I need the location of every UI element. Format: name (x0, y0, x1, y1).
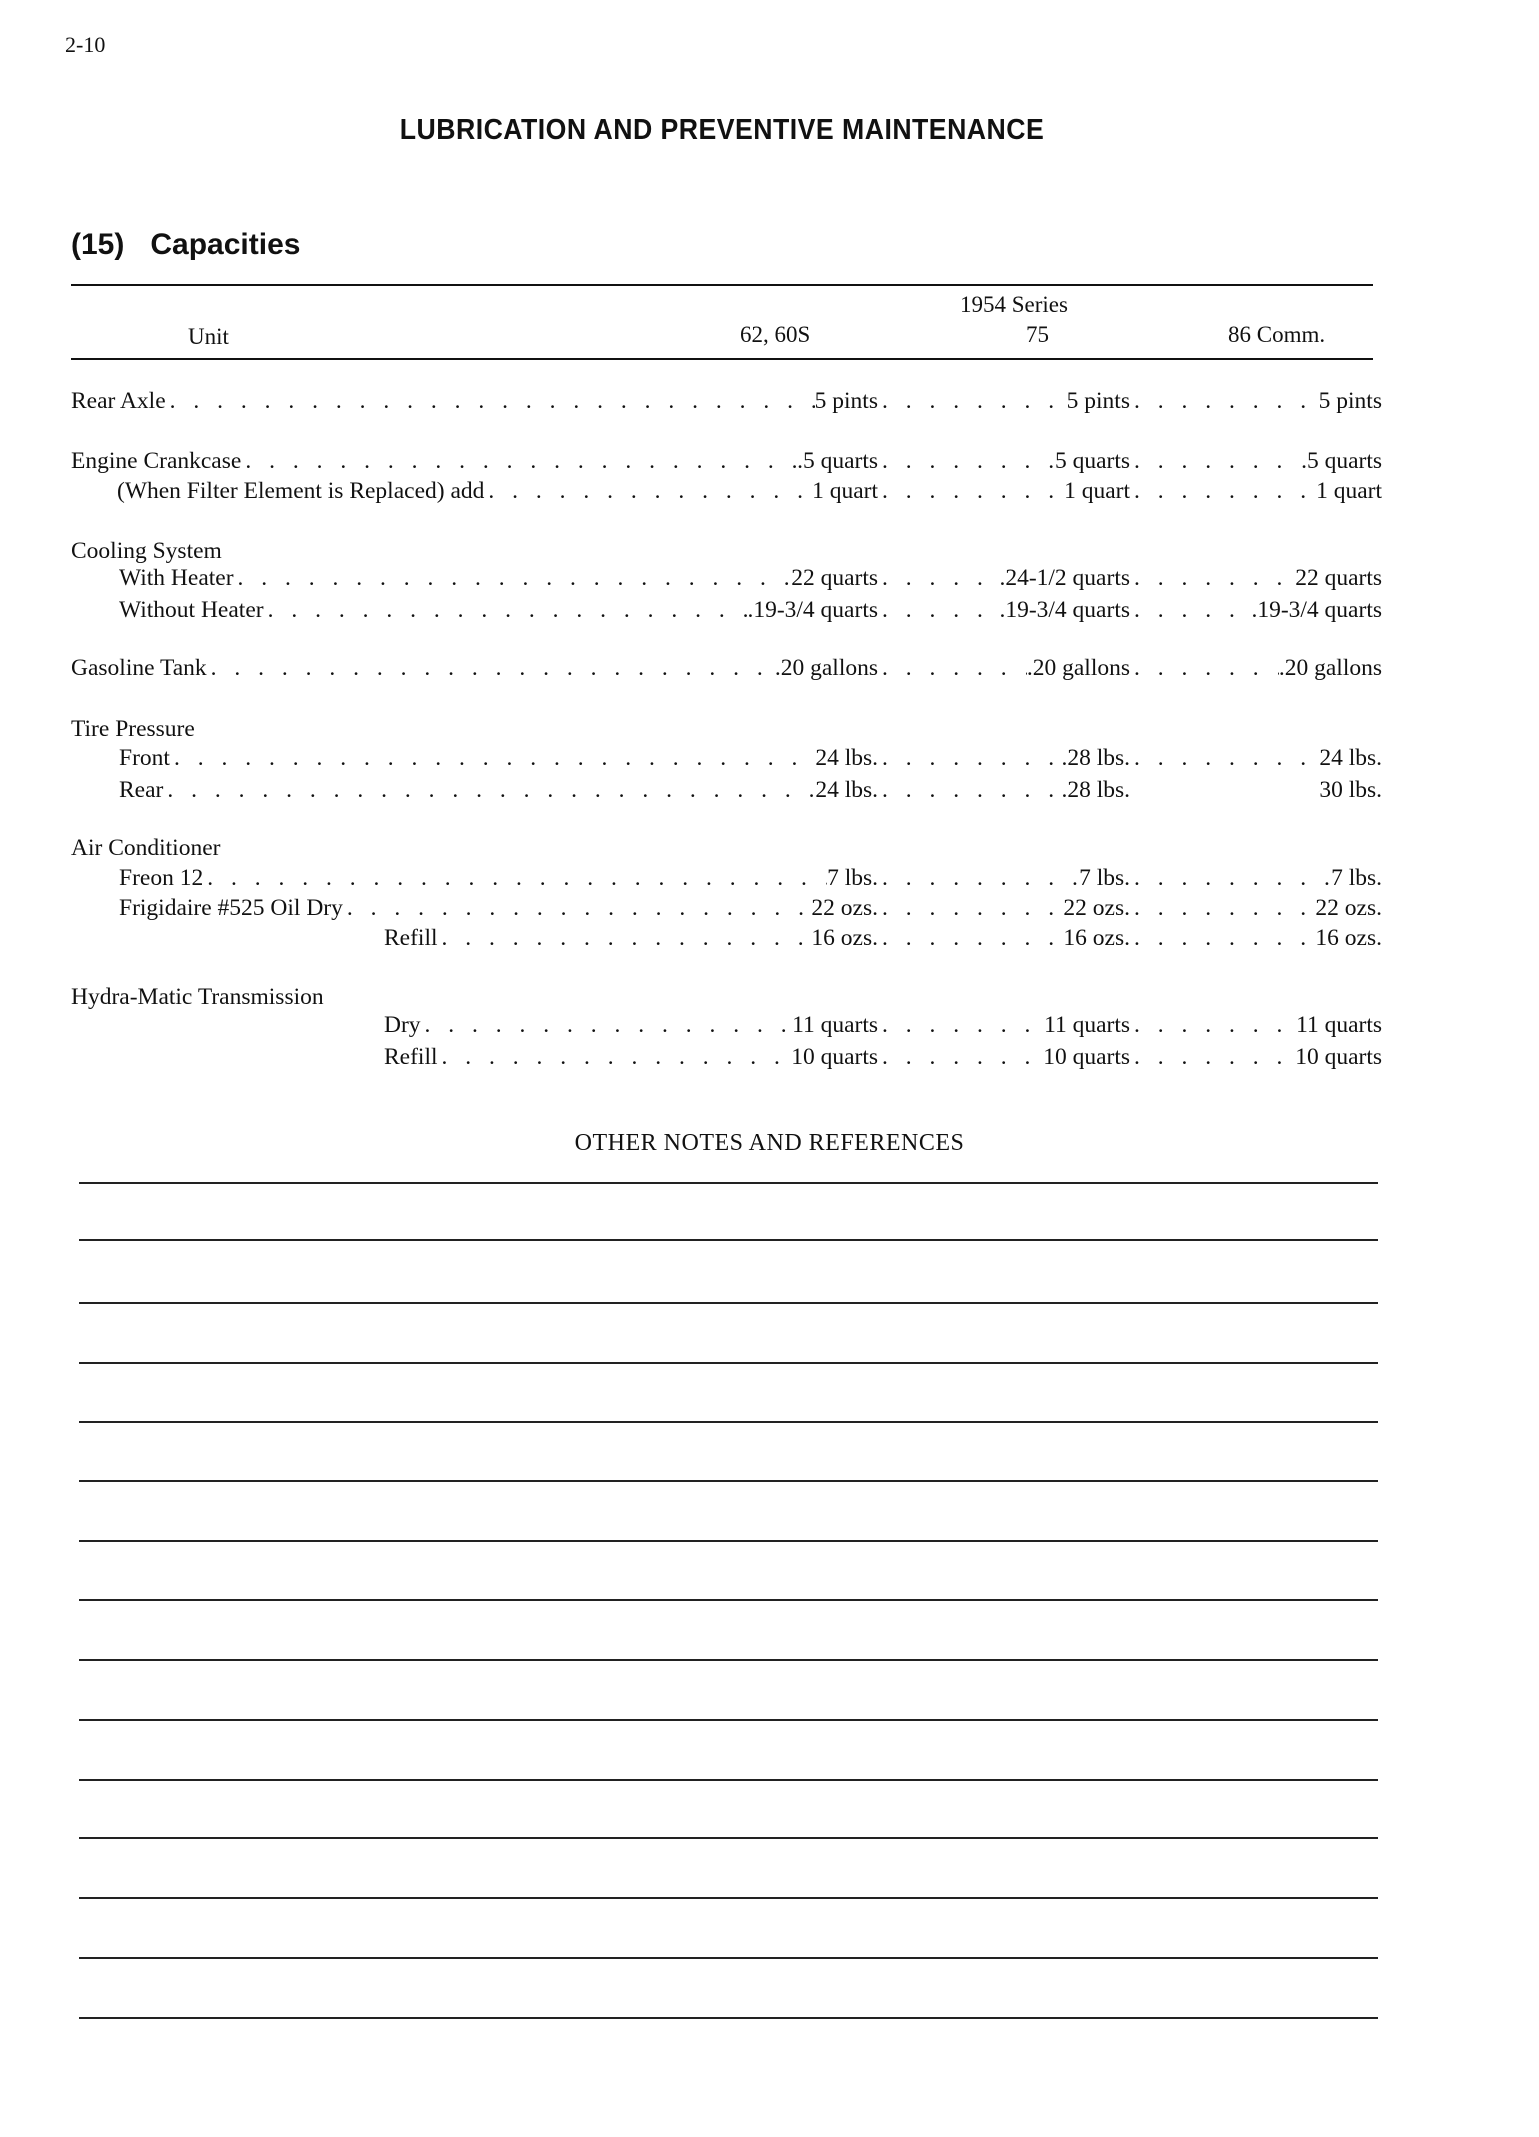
table-header-rule (71, 358, 1373, 360)
cell-segment (71, 743, 878, 773)
cell-segment (71, 563, 878, 593)
dot-leader (878, 893, 1063, 923)
dot-leader (1130, 1042, 1295, 1072)
cell-segment (71, 595, 878, 625)
table-row (71, 775, 1382, 805)
page-title: LUBRICATION AND PREVENTIVE MAINTENANCE (399, 114, 1045, 146)
notes-writing-line (79, 1421, 1378, 1423)
table-row (71, 743, 1382, 773)
table-row (71, 446, 1382, 476)
cell-value: .20 gallons (774, 655, 878, 681)
notes-writing-line (79, 1779, 1378, 1781)
row-group-label: Tire Pressure (71, 716, 195, 742)
cell-value: 5 pints (1066, 388, 1130, 414)
dot-leader (1130, 595, 1251, 625)
column-header-86-comm: 86 Comm. (1228, 322, 1326, 347)
row-group-label: Air Conditioner (71, 835, 221, 861)
cell-value: 5 pints (814, 388, 878, 414)
cell-value: 22 ozs. (1063, 895, 1130, 921)
notes-writing-line (79, 1719, 1378, 1721)
cell-value: 16 ozs. (1315, 925, 1382, 951)
cell-segment (1130, 893, 1382, 923)
cell-value: 5 pints (1318, 388, 1382, 414)
row-label: Rear (119, 777, 164, 803)
cell-value: 16 ozs. (1063, 925, 1130, 951)
table-row (71, 386, 1382, 416)
dot-leader (878, 863, 1079, 893)
cell-segment (71, 1042, 878, 1072)
cell-value: .19-3/4 quarts (999, 597, 1130, 623)
dot-leader (1130, 446, 1301, 476)
cell-value: 24 lbs. (815, 745, 878, 771)
table-row (71, 653, 1382, 683)
cell-segment (1130, 1010, 1382, 1040)
cell-segment (1130, 863, 1382, 893)
dot-leader (878, 653, 1027, 683)
row-label: Without Heater (119, 597, 264, 623)
cell-segment (878, 476, 1130, 506)
dot-leader (878, 1042, 1043, 1072)
cell-segment (71, 476, 878, 506)
cell-value: 11 quarts (1044, 1012, 1130, 1038)
dot-leader (163, 775, 815, 805)
cell-value: 7 lbs. (1331, 865, 1382, 891)
table-row (71, 563, 1382, 593)
series-header: 1954 Series (960, 292, 1068, 317)
cell-segment (1130, 563, 1382, 593)
cell-value: 1 quart (812, 478, 878, 504)
dot-leader (1130, 775, 1319, 805)
cell-segment (878, 1010, 1130, 1040)
dot-leader (1130, 923, 1315, 953)
cell-value: 10 quarts (1043, 1044, 1130, 1070)
cell-segment (1130, 386, 1382, 416)
notes-writing-line (79, 1540, 1378, 1542)
cell-segment (878, 743, 1130, 773)
cell-value: 16 ozs. (811, 925, 878, 951)
cell-segment (878, 893, 1130, 923)
row-label: Dry (384, 1012, 421, 1038)
table-row (71, 476, 1382, 506)
dot-leader (241, 446, 797, 476)
cell-value: 22 ozs. (811, 895, 878, 921)
notes-writing-line (79, 1302, 1378, 1304)
cell-segment (878, 446, 1130, 476)
notes-writing-line (79, 1182, 1378, 1184)
cell-value: .24-1/2 quarts (999, 565, 1130, 591)
table-top-rule (71, 284, 1373, 286)
dot-leader (1130, 743, 1319, 773)
row-label: Rear Axle (71, 388, 166, 414)
dot-leader (878, 743, 1061, 773)
cell-segment (71, 863, 878, 893)
dot-leader (878, 386, 1067, 416)
cell-segment (71, 386, 878, 416)
notes-writing-line (79, 1659, 1378, 1661)
dot-leader (878, 563, 999, 593)
cell-value: 24 lbs. (1319, 745, 1382, 771)
column-header-75: 75 (1026, 322, 1049, 347)
row-label: Gasoline Tank (71, 655, 207, 681)
cell-segment (878, 923, 1130, 953)
cell-segment (71, 653, 878, 683)
dot-leader (878, 595, 999, 625)
cell-value: 11 quarts (1296, 1012, 1382, 1038)
cell-value: 24 lbs. (815, 777, 878, 803)
dot-leader (1130, 863, 1331, 893)
row-label: (When Filter Element is Replaced) add (117, 478, 485, 504)
dot-leader (166, 386, 815, 416)
cell-value: 22 quarts (1295, 565, 1382, 591)
table-row (71, 893, 1382, 923)
cell-segment (1130, 923, 1382, 953)
cell-segment (878, 775, 1130, 805)
cell-value: .20 gallons (1026, 655, 1130, 681)
notes-writing-line (79, 1362, 1378, 1364)
cell-value: 11 quarts (792, 1012, 878, 1038)
cell-segment (1130, 476, 1382, 506)
dot-leader (1130, 386, 1319, 416)
cell-segment (878, 386, 1130, 416)
dot-leader (878, 446, 1055, 476)
cell-value: 5 quarts (1054, 448, 1130, 474)
section-number: (15) (71, 228, 125, 261)
cell-value: 30 lbs. (1319, 777, 1382, 803)
dot-leader (878, 923, 1063, 953)
notes-title: OTHER NOTES AND REFERENCES (574, 1130, 965, 1156)
cell-segment (1130, 743, 1382, 773)
dot-leader (1130, 1010, 1296, 1040)
row-label: Front (119, 745, 170, 771)
dot-leader (878, 775, 1061, 805)
row-group-label: Cooling System (71, 538, 222, 564)
column-header-62-60s: 62, 60S (740, 322, 811, 347)
dot-leader (234, 563, 792, 593)
cell-value: 22 ozs. (1315, 895, 1382, 921)
cell-value: 7 lbs. (1079, 865, 1130, 891)
notes-writing-line (79, 1897, 1378, 1899)
cell-segment (1130, 775, 1382, 805)
table-row (71, 863, 1382, 893)
cell-value: 10 quarts (1295, 1044, 1382, 1070)
dot-leader (343, 893, 812, 923)
dot-leader (438, 1042, 792, 1072)
cell-value: 7 lbs. (827, 865, 878, 891)
notes-writing-line (79, 1837, 1378, 1839)
cell-value: 22 quarts (791, 565, 878, 591)
notes-writing-line (79, 2017, 1378, 2019)
notes-writing-line (79, 1480, 1378, 1482)
row-label: Refill (384, 925, 438, 951)
section-title: Capacities (150, 228, 301, 261)
dot-leader (878, 1010, 1044, 1040)
notes-writing-line (79, 1957, 1378, 1959)
cell-value: .20 gallons (1278, 655, 1382, 681)
cell-segment (1130, 1042, 1382, 1072)
section-heading (71, 228, 300, 262)
cell-value: 1 quart (1316, 478, 1382, 504)
dot-leader (421, 1010, 793, 1040)
cell-value: .19-3/4 quarts (747, 597, 878, 623)
cell-segment (71, 446, 878, 476)
cell-segment (1130, 653, 1382, 683)
cell-segment (1130, 595, 1382, 625)
cell-segment (878, 653, 1130, 683)
cell-value: 10 quarts (791, 1044, 878, 1070)
row-label: Refill (384, 1044, 438, 1070)
row-label: With Heater (119, 565, 234, 591)
cell-value: .19-3/4 quarts (1251, 597, 1382, 623)
row-label: Engine Crankcase (71, 448, 242, 474)
row-label: Freon 12 (119, 865, 204, 891)
cell-value: .28 lbs. (1061, 777, 1130, 803)
dot-leader (484, 476, 812, 506)
cell-value: 1 quart (1064, 478, 1130, 504)
cell-value: .5 quarts (797, 448, 878, 474)
cell-segment (71, 1010, 878, 1040)
dot-leader (170, 743, 815, 773)
cell-segment (71, 893, 878, 923)
dot-leader (878, 476, 1064, 506)
dot-leader (1130, 563, 1295, 593)
table-row (71, 1010, 1382, 1040)
dot-leader (1130, 893, 1315, 923)
cell-segment (878, 595, 1130, 625)
row-label: Frigidaire #525 Oil Dry (119, 895, 343, 921)
dot-leader (264, 595, 748, 625)
row-group-label: Hydra-Matic Transmission (71, 984, 324, 1010)
column-header-unit: Unit (188, 324, 229, 349)
dot-leader (203, 863, 827, 893)
dot-leader (1130, 653, 1279, 683)
cell-segment (878, 1042, 1130, 1072)
cell-segment (1130, 446, 1382, 476)
page-number: 2-10 (65, 32, 106, 57)
table-row (71, 595, 1382, 625)
table-row (71, 1042, 1382, 1072)
notes-writing-line (79, 1599, 1378, 1601)
cell-segment (878, 563, 1130, 593)
notes-writing-line (79, 1239, 1378, 1241)
table-row (71, 923, 1382, 953)
dot-leader (207, 653, 775, 683)
cell-segment (71, 923, 878, 953)
cell-value: .28 lbs. (1061, 745, 1130, 771)
dot-leader (1130, 476, 1316, 506)
cell-value: .5 quarts (1301, 448, 1382, 474)
cell-segment (71, 775, 878, 805)
cell-segment (878, 863, 1130, 893)
dot-leader (438, 923, 812, 953)
